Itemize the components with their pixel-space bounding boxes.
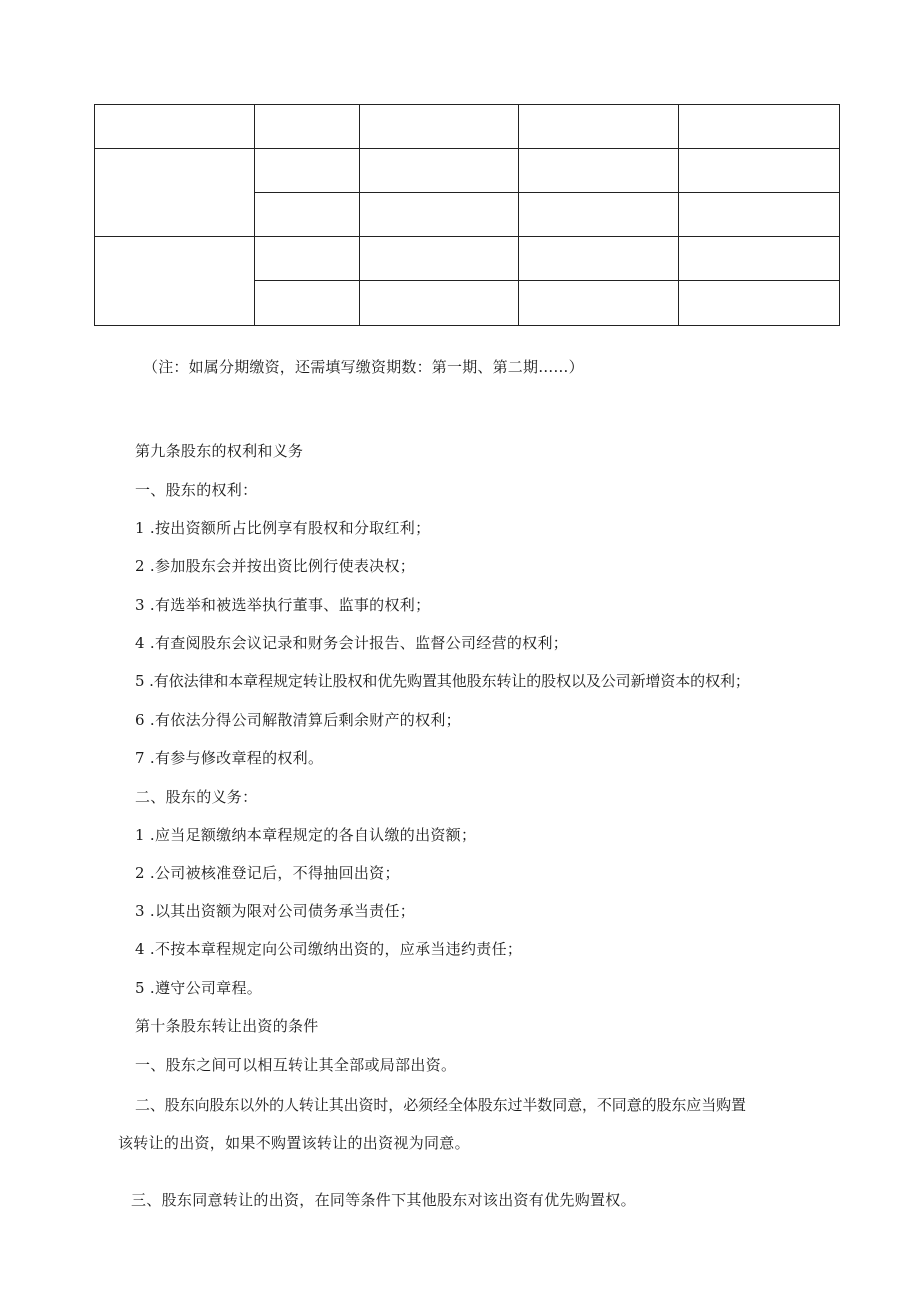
- table-cell: [679, 193, 840, 237]
- table-cell: [360, 237, 519, 281]
- table-cell: [255, 193, 360, 237]
- article-10-clause-1: 一、股东之间可以相互转让其全部或局部出资。: [135, 1056, 457, 1074]
- table-merged-cell: [95, 149, 255, 237]
- right-item: 3 .有选举和被选举执行董事、监事的权利；: [135, 596, 431, 614]
- table-cell: [95, 105, 255, 149]
- table-cell: [519, 237, 679, 281]
- table-cell: [255, 149, 360, 193]
- right-item: 6 .有依法分得公司解散清算后剩余财产的权利；: [135, 711, 461, 729]
- article-10-title: 第十条股东转让出资的条件: [135, 1017, 319, 1035]
- table-cell: [519, 149, 679, 193]
- table-cell: [519, 105, 679, 149]
- table-cell: [679, 237, 840, 281]
- table-row: [95, 149, 840, 193]
- table-note: （注：如属分期缴资，还需填写缴资期数：第一期、第二期……）: [143, 358, 584, 376]
- capital-contribution-table: [94, 104, 840, 326]
- article-10-clause-2-line-1: 二、股东向股东以外的人转让其出资时，必须经全体股东过半数同意，不同意的股东应当购置: [135, 1096, 746, 1114]
- table-cell: [679, 281, 840, 326]
- right-item: 5 .有依法律和本章程规定转让股权和优先购置其他股东转让的股权以及公司新增资本的权利；: [135, 672, 750, 690]
- table-merged-cell: [95, 237, 255, 326]
- table-row: [95, 237, 840, 281]
- article-9-title: 第九条股东的权利和义务: [135, 442, 304, 460]
- duty-item: 1 .应当足额缴纳本章程规定的各自认缴的出资额；: [135, 826, 477, 844]
- table-cell: [519, 281, 679, 326]
- duty-item: 2 .公司被核准登记后，不得抽回出资；: [135, 864, 400, 882]
- table-cell: [255, 237, 360, 281]
- table-cell: [679, 105, 840, 149]
- article-10-clause-2-line-2: 该转让的出资，如果不购置该转让的出资视为同意。: [118, 1134, 470, 1152]
- table-cell: [360, 281, 519, 326]
- right-item: 4 .有查阅股东会议记录和财务会计报告、监督公司经营的权利；: [135, 634, 569, 652]
- table-cell: [679, 149, 840, 193]
- duty-item: 4 .不按本章程规定向公司缴纳出资的，应承当违约责任；: [135, 940, 523, 958]
- right-item: 7 .有参与修改章程的权利。: [135, 749, 324, 767]
- table-cell: [360, 105, 519, 149]
- table-cell: [255, 281, 360, 326]
- table-cell: [360, 149, 519, 193]
- article-10-clause-3: 三、股东同意转让的出资，在同等条件下其他股东对该出资有优先购置权。: [131, 1191, 636, 1209]
- rights-heading: 一、股东的权利：: [135, 481, 258, 499]
- duty-item: 3 .以其出资额为限对公司债务承当责任；: [135, 902, 416, 920]
- table-row: [95, 105, 840, 149]
- table-cell: [360, 193, 519, 237]
- right-item: 2 .参加股东会并按出资比例行使表决权；: [135, 557, 416, 575]
- duty-item: 5 .遵守公司章程。: [135, 979, 263, 997]
- duties-heading: 二、股东的义务：: [135, 788, 258, 806]
- right-item: 1 .按出资额所占比例享有股权和分取红利；: [135, 519, 431, 537]
- table-cell: [519, 193, 679, 237]
- table-cell: [255, 105, 360, 149]
